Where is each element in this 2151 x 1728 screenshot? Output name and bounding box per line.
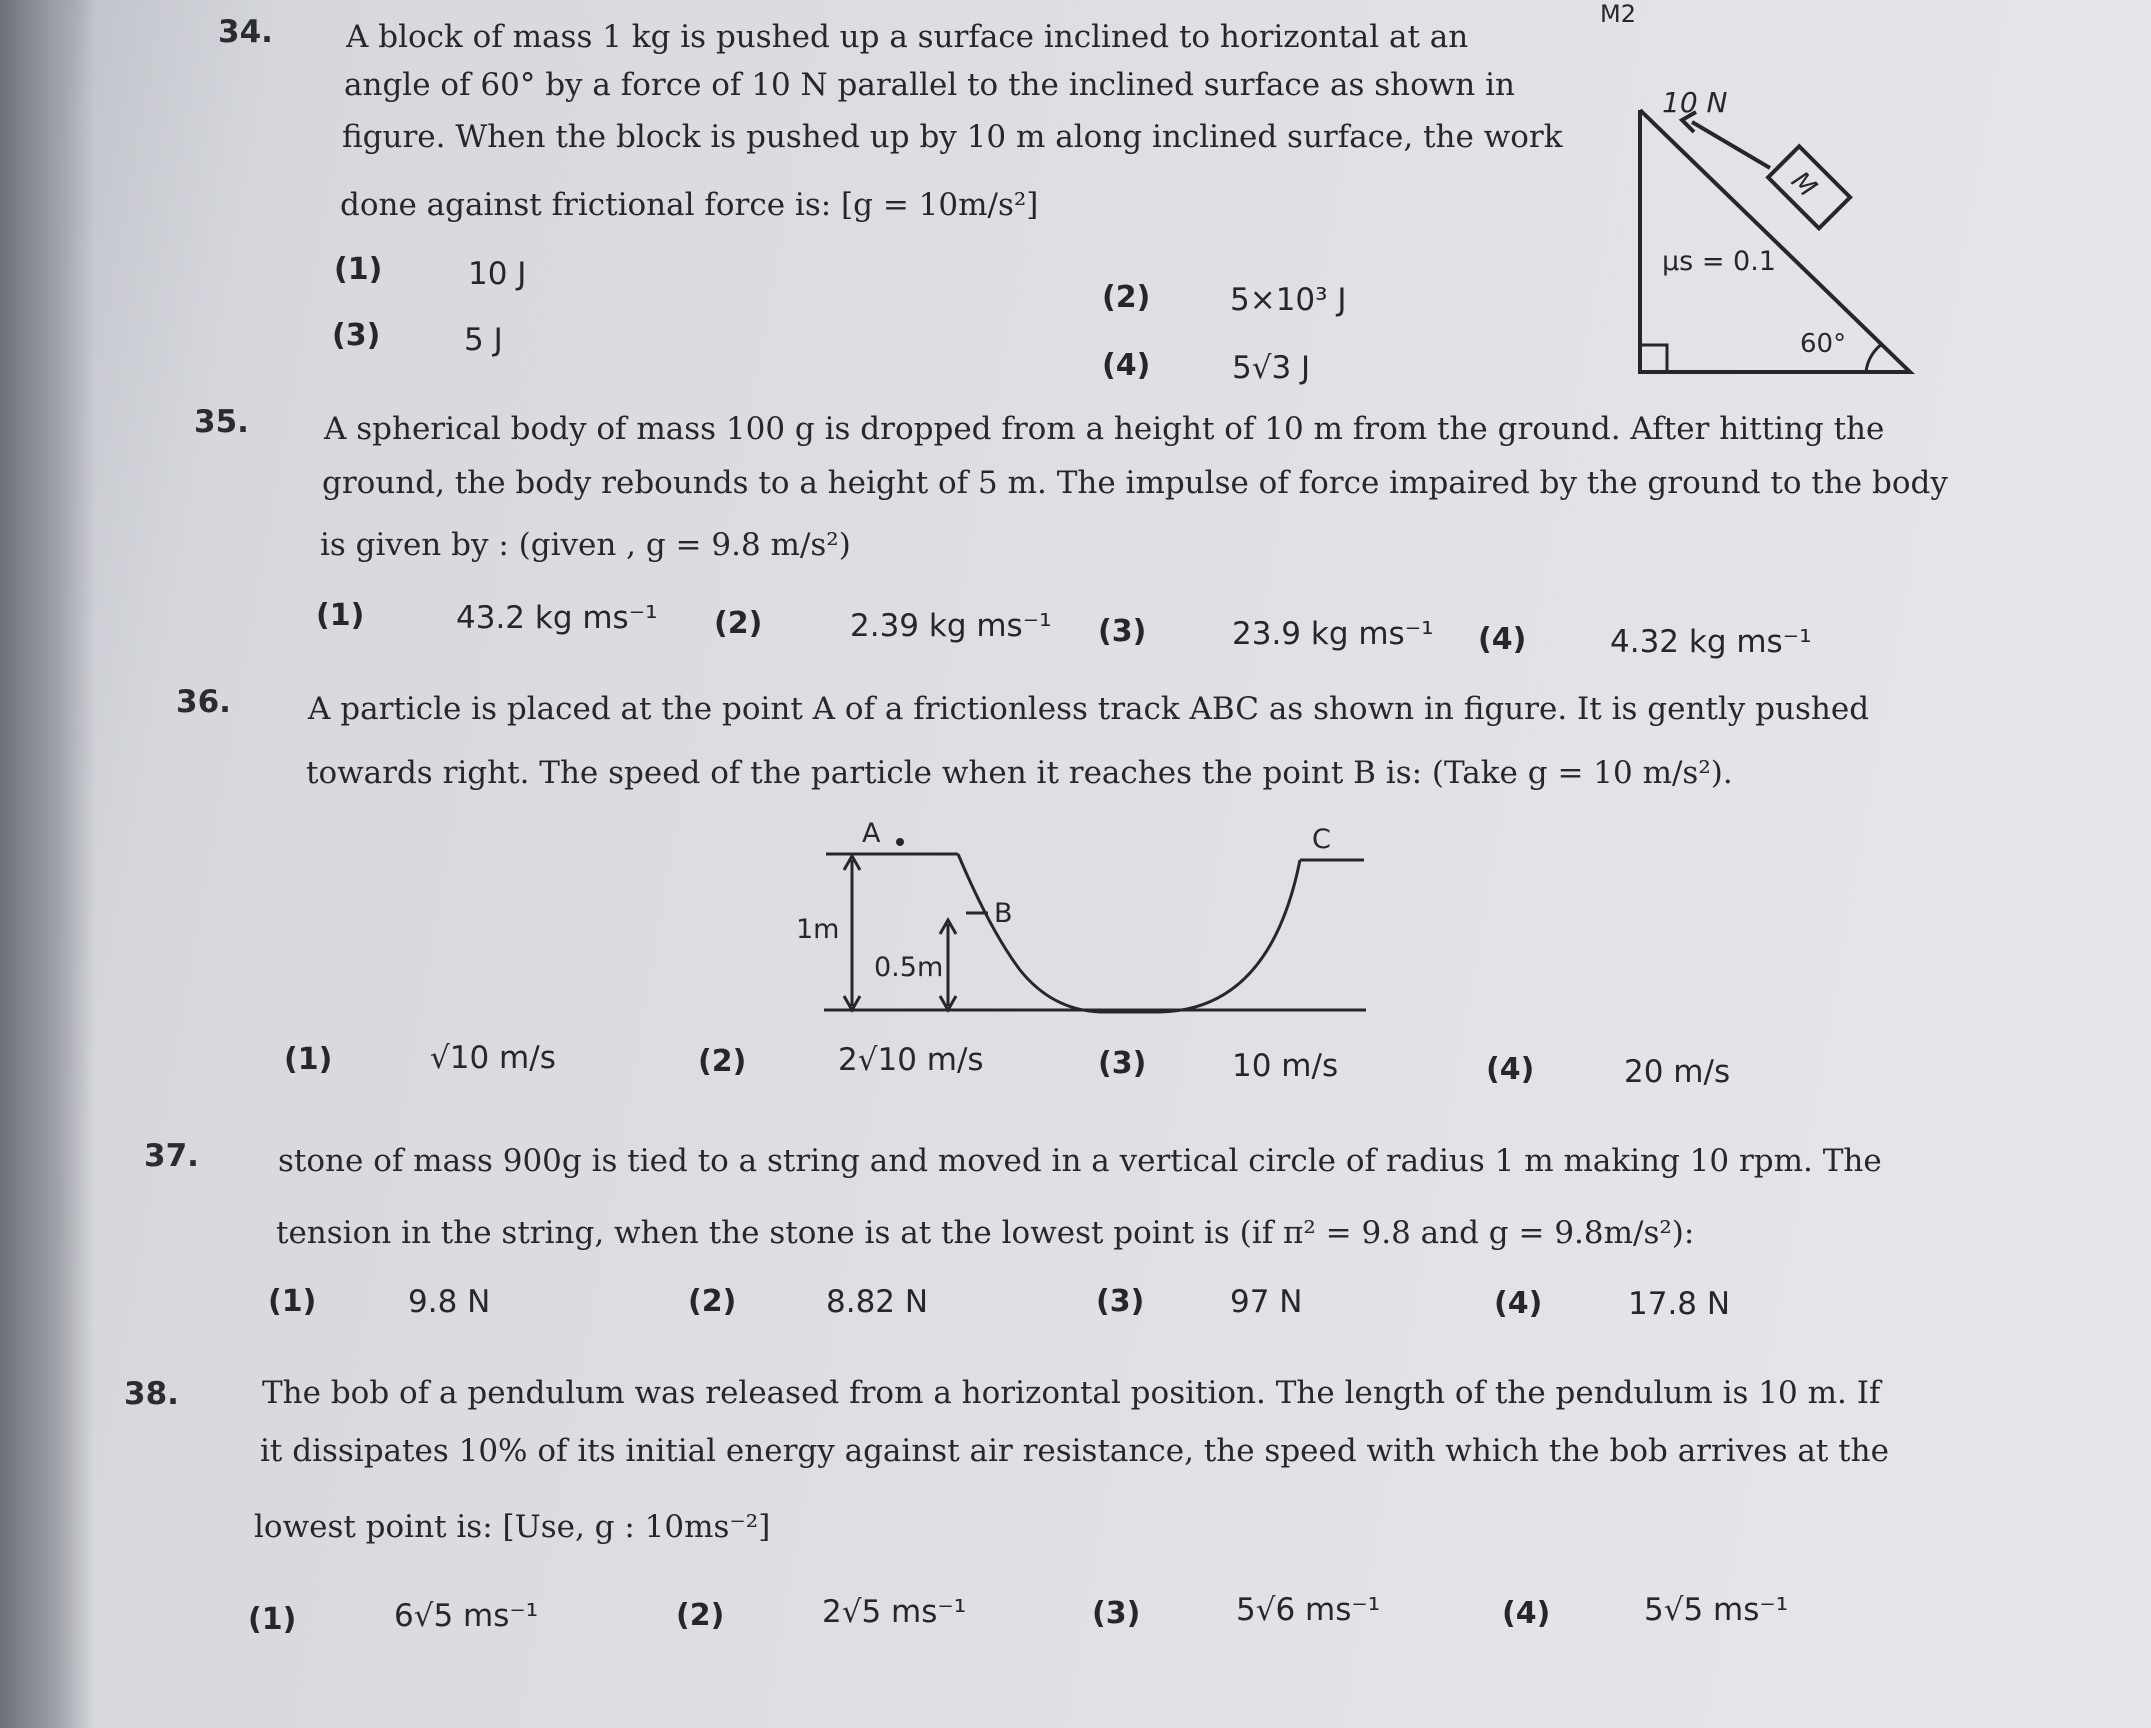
option-value: 9.8 N [408, 1284, 491, 1320]
question-text-line: angle of 60° by a force of 10 N parallel to the inclined surface as shown in [344, 67, 1516, 103]
option-value: 20 m/s [1624, 1054, 1731, 1090]
option-value: 5√6 ms⁻¹ [1236, 1592, 1381, 1628]
question-number: 35. [194, 404, 249, 440]
question-text-line: stone of mass 900g is tied to a string and moved in a vertical circle of radius 1 m making 10 rpm. The [278, 1143, 1882, 1179]
option-value: √10 m/s [430, 1040, 556, 1076]
option-number: (3) [332, 318, 381, 353]
question-text-line: is given by : (given , g = 9.8 m/s²) [320, 527, 851, 563]
option-value: 10 m/s [1232, 1048, 1339, 1084]
option-number: (1) [248, 1602, 297, 1637]
label-1m: 1m [796, 914, 840, 945]
corner-label: M2 [1600, 0, 1636, 28]
question-text-line: A particle is placed at the point A of a frictionless track ABC as shown in figure. It is gently pushed [308, 691, 1870, 727]
option-value: 5√5 ms⁻¹ [1644, 1592, 1789, 1628]
option-value: 4.32 kg ms⁻¹ [1610, 624, 1812, 660]
question-number: 34. [218, 14, 273, 50]
question-text-line: tension in the string, when the stone is at the lowest point is (if π² = 9.8 and g = 9.8m/s²): [276, 1215, 1695, 1251]
track-figure [790, 810, 1380, 1020]
force-label: 10 N [1662, 86, 1728, 119]
track-curve [958, 854, 1300, 1012]
option-value: 10 J [468, 256, 527, 292]
friction-coefficient-label: μs = 0.1 [1662, 246, 1776, 277]
question-number: 36. [176, 684, 231, 720]
right-angle-mark [1640, 345, 1667, 372]
option-number: (3) [1096, 1284, 1145, 1319]
label-a: A [862, 818, 881, 849]
page-edge-shadow [0, 0, 95, 1728]
option-value: 17.8 N [1628, 1286, 1731, 1322]
question-number: 38. [124, 1376, 179, 1412]
force-arrow [1692, 122, 1770, 168]
option-number: (2) [714, 606, 763, 641]
option-number: (2) [688, 1284, 737, 1319]
question-text-line: figure. When the block is pushed up by 10 m along inclined surface, the work [342, 119, 1563, 155]
particle [896, 838, 904, 846]
option-number: (1) [284, 1042, 333, 1077]
label-b: B [994, 898, 1013, 929]
option-number: (4) [1486, 1052, 1535, 1087]
option-number: (4) [1478, 622, 1527, 657]
angle-label: 60° [1800, 329, 1847, 359]
option-number: (1) [334, 252, 383, 287]
angle-arc [1866, 344, 1882, 372]
question-text-line: towards right. The speed of the particle when it reaches the point B is: (Take g = 10 m/s²). [306, 755, 1733, 791]
option-number: (2) [1102, 280, 1151, 315]
option-value: 5√3 J [1232, 350, 1311, 386]
question-text-line: ground, the body rebounds to a height of 5 m. The impulse of force impaired by the ground to the body [322, 465, 1948, 501]
option-number: (4) [1494, 1286, 1543, 1321]
question-text-line: A block of mass 1 kg is pushed up a surface inclined to horizontal at an [346, 19, 1469, 55]
option-value: 43.2 kg ms⁻¹ [456, 600, 658, 636]
option-value: 23.9 kg ms⁻¹ [1232, 616, 1434, 652]
option-number: (3) [1098, 1046, 1147, 1081]
incline-triangle [1640, 110, 1910, 372]
option-number: (1) [316, 598, 365, 633]
option-value: 2.39 kg ms⁻¹ [850, 608, 1052, 644]
question-text-line: lowest point is: [Use, g : 10ms⁻²] [254, 1509, 771, 1545]
option-value: 5×10³ J [1230, 282, 1347, 318]
option-number: (2) [676, 1598, 725, 1633]
label-c: C [1312, 824, 1331, 855]
question-number: 37. [144, 1138, 199, 1174]
option-value: 6√5 ms⁻¹ [394, 1598, 539, 1634]
question-text-line: The bob of a pendulum was released from a horizontal position. The length of the pendulum is 10 m. If [262, 1375, 1881, 1411]
question-text-line: A spherical body of mass 100 g is dropped from a height of 10 m from the ground. After hitting the [324, 411, 1885, 447]
option-value: 97 N [1230, 1284, 1303, 1320]
incline-figure [1620, 70, 1920, 390]
option-number: (3) [1092, 1596, 1141, 1631]
option-number: (3) [1098, 614, 1147, 649]
question-text-line: done against frictional force is: [g = 10m/s²] [340, 187, 1039, 223]
option-value: 2√5 ms⁻¹ [822, 1594, 967, 1630]
label-0.5m: 0.5m [874, 952, 944, 983]
option-value: 2√10 m/s [838, 1042, 984, 1078]
block-m [1768, 146, 1850, 228]
block-mass-label: M [1785, 166, 1823, 204]
option-number: (1) [268, 1284, 317, 1319]
option-number: (4) [1102, 348, 1151, 383]
option-number: (4) [1502, 1596, 1551, 1631]
option-value: 5 J [464, 322, 503, 358]
question-text-line: it dissipates 10% of its initial energy against air resistance, the speed with which the bob arrives at the [260, 1433, 1889, 1469]
option-number: (2) [698, 1044, 747, 1079]
option-value: 8.82 N [826, 1284, 929, 1320]
